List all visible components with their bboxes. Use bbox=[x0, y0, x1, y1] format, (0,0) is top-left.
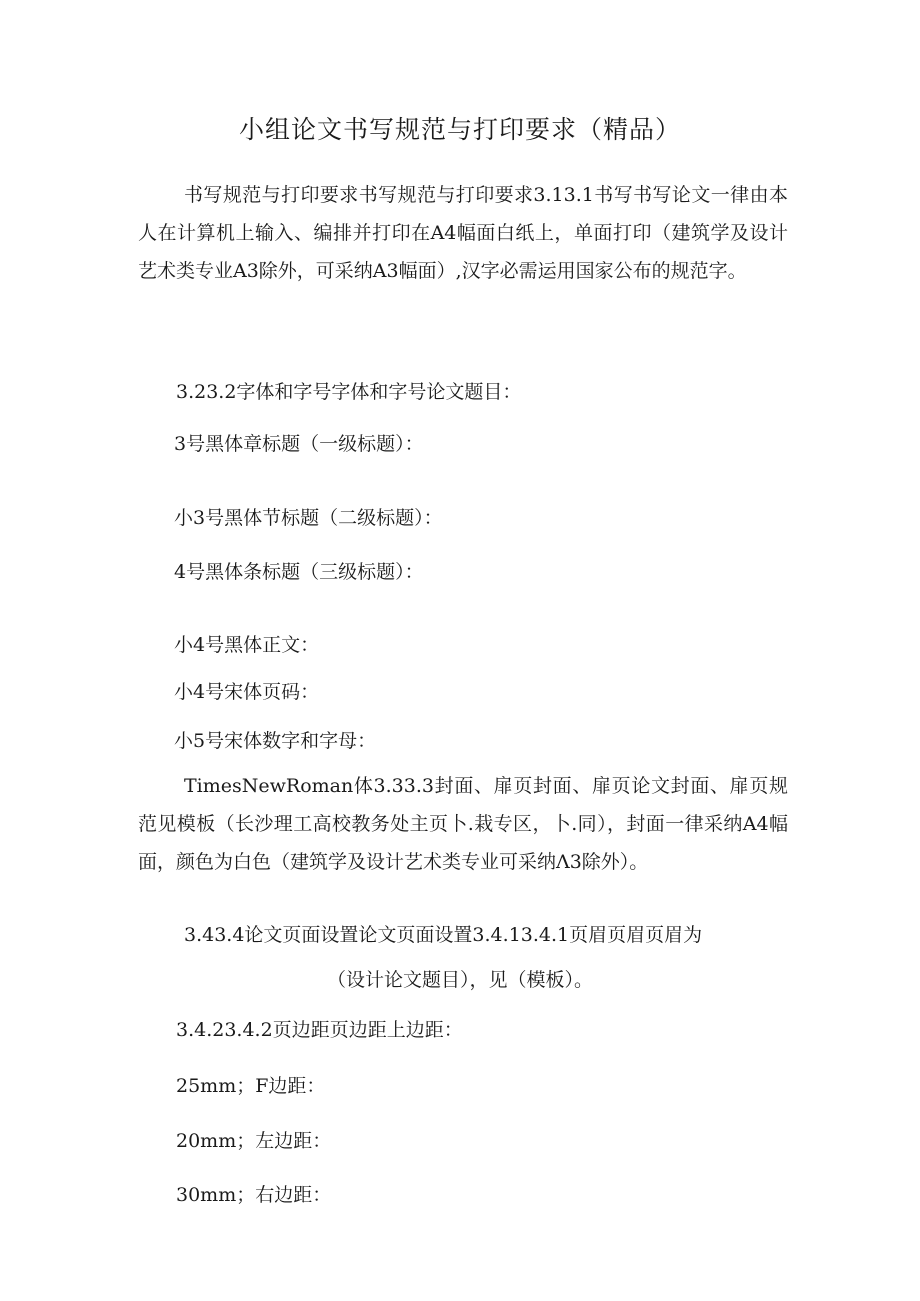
line-font-sizes: 3.23.2字体和字号字体和字号论文题目： bbox=[176, 381, 522, 403]
line-header-setting: 3.43.4论文页面设置论文页面设置3.4.13.4.1页眉页眉页眉为 bbox=[184, 924, 703, 946]
line-page-margins: 3.4.23.4.2页边距页边距上边距： bbox=[176, 1019, 463, 1041]
line-page-number: 小4号宋体页码： bbox=[174, 681, 320, 703]
line-header-continued: （设计论文题目），见（模板）。 bbox=[326, 969, 593, 991]
line-bottom-margin: 20mm；左边距： bbox=[176, 1130, 332, 1152]
line-top-margin: 25mm；F边距： bbox=[176, 1075, 326, 1097]
line-heading-level-3: 4号黑体条标题（三级标题）： bbox=[174, 561, 424, 583]
paragraph-cover-rules: TimesNewRoman体3.33.3封面、扉页封面、扉页论文封面、扉页规范见模板（长沙理工高校教务处主页卜.栽专区，卜.同），封面一律采纳A4幅面，颜色为白色（建筑学及设计艺术类专业可采纳Λ3除外）。 bbox=[138, 775, 788, 873]
line-digits-letters: 小5号宋体数字和字母： bbox=[174, 730, 377, 752]
line-heading-level-1: 3号黑体章标题（一级标题）： bbox=[174, 433, 424, 455]
line-left-margin: 30mm；右边距： bbox=[176, 1184, 332, 1206]
document-title: 小组论文书写规范与打印要求（精品） bbox=[238, 115, 681, 144]
line-heading-level-2: 小3号黑体节标题（二级标题）： bbox=[174, 507, 443, 529]
paragraph-writing-rules: 书写规范与打印要求书写规范与打印要求3.13.1书写书写论文一律由本人在计算机上输入、编排并打印在A4幅面白纸上，单面打印（建筑学及设计艺术类专业A3除外，可采纳A3幅面）,汉字必需运用国家公布的规范字。 bbox=[138, 184, 788, 282]
line-body-text: 小4号黑体正文： bbox=[174, 634, 320, 656]
